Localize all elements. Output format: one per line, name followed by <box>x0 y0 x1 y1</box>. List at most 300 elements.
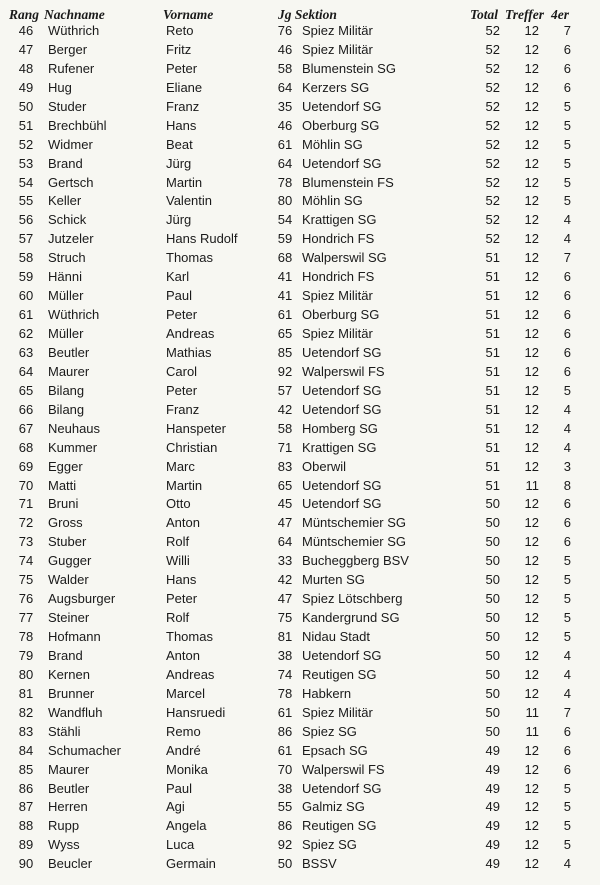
section-cell: Nidau Stadt <box>302 629 370 644</box>
firstname-cell: Christian <box>166 439 218 455</box>
year-cell: 76 <box>277 23 293 38</box>
hits-cell: 12 <box>524 799 539 815</box>
rank-cell: 80 <box>18 666 34 682</box>
fours-cell: 4 <box>563 420 571 436</box>
firstname-cell: Jürg <box>166 155 192 171</box>
total-cell: 50 <box>485 515 500 531</box>
hits-cell: 12 <box>524 780 539 796</box>
rank-cell: 52 <box>18 136 34 152</box>
year-cell: 46 <box>277 41 293 57</box>
results-table <box>0 22 600 874</box>
year-cell: 46 <box>277 117 293 133</box>
fours-cell: 6 <box>563 363 571 379</box>
total-cell: 49 <box>485 818 500 834</box>
surname-cell: Egger <box>48 458 83 474</box>
fours-cell: 6 <box>563 288 571 304</box>
fours-cell: 5 <box>563 591 571 607</box>
firstname-cell: Mathias <box>166 344 212 360</box>
table-row <box>0 514 600 533</box>
firstname-cell: Peter <box>166 382 198 398</box>
hits-cell: 12 <box>524 79 539 95</box>
year-cell: 61 <box>277 307 293 323</box>
section-cell: Uetendorf SG <box>302 647 382 663</box>
surname-cell: Augsburger <box>48 591 116 607</box>
table-row <box>0 855 600 874</box>
table-row <box>0 249 600 268</box>
total-cell: 52 <box>485 60 500 76</box>
total-cell: 51 <box>485 269 500 285</box>
section-cell: Spiez Militär <box>302 704 373 720</box>
hits-cell: 12 <box>524 231 539 247</box>
surname-cell: Wyss <box>48 837 80 853</box>
table-row <box>0 571 600 590</box>
fours-cell: 4 <box>563 856 571 872</box>
total-cell: 49 <box>485 761 500 777</box>
section-cell: Uetendorf SG <box>302 780 382 796</box>
year-cell: 70 <box>277 761 293 777</box>
hits-cell: 12 <box>524 41 539 57</box>
rank-cell: 64 <box>18 363 34 379</box>
rank-cell: 81 <box>18 685 34 701</box>
header-nachname: Nachname <box>44 7 105 22</box>
hits-cell: 12 <box>524 307 539 323</box>
year-cell: 45 <box>277 496 293 512</box>
table-row <box>0 22 600 41</box>
fours-cell: 5 <box>563 572 571 588</box>
fours-cell: 5 <box>563 818 571 834</box>
fours-cell: 6 <box>563 344 571 360</box>
surname-cell: Steiner <box>48 610 90 626</box>
surname-cell: Gertsch <box>48 174 94 190</box>
surname-cell: Gross <box>48 515 83 531</box>
rank-cell: 78 <box>18 629 34 644</box>
fours-cell: 5 <box>563 155 571 171</box>
rank-cell: 54 <box>18 174 34 190</box>
fours-cell: 5 <box>563 117 571 133</box>
year-cell: 86 <box>277 723 293 739</box>
section-cell: Oberburg SG <box>302 117 380 133</box>
fours-cell: 4 <box>563 401 571 417</box>
firstname-cell: Paul <box>166 780 193 796</box>
rank-cell: 58 <box>18 250 34 266</box>
section-cell: Murten SG <box>302 572 365 588</box>
hits-cell: 12 <box>524 818 539 834</box>
rank-cell: 59 <box>18 269 34 285</box>
total-cell: 50 <box>485 496 500 512</box>
table-row <box>0 647 600 666</box>
rank-cell: 67 <box>18 420 34 436</box>
header-treffer: Treffer <box>505 7 544 22</box>
hits-cell: 12 <box>524 117 539 133</box>
firstname-cell: Martin <box>166 477 203 493</box>
section-cell: Spiez Militär <box>302 23 373 38</box>
year-cell: 64 <box>277 534 293 550</box>
surname-cell: Studer <box>48 98 87 114</box>
fours-cell: 5 <box>563 780 571 796</box>
hits-cell: 12 <box>524 363 539 379</box>
section-cell: Hondrich FS <box>302 269 375 285</box>
surname-cell: Struch <box>48 250 86 266</box>
fours-cell: 5 <box>563 382 571 398</box>
total-cell: 51 <box>485 326 500 341</box>
total-cell: 51 <box>485 477 500 493</box>
section-cell: Hondrich FS <box>302 231 375 247</box>
total-cell: 52 <box>485 231 500 247</box>
section-cell: Walperswil FS <box>302 363 385 379</box>
table-row <box>0 817 600 836</box>
hits-cell: 12 <box>524 458 539 474</box>
fours-cell: 6 <box>563 60 571 76</box>
surname-cell: Maurer <box>48 363 90 379</box>
section-cell: Blumenstein FS <box>302 174 394 190</box>
year-cell: 35 <box>277 98 293 114</box>
rank-cell: 75 <box>18 572 34 588</box>
total-cell: 49 <box>485 799 500 815</box>
surname-cell: Kernen <box>48 666 90 682</box>
section-cell: Uetendorf SG <box>302 98 382 114</box>
total-cell: 50 <box>485 591 500 607</box>
surname-cell: Kummer <box>48 439 98 455</box>
year-cell: 83 <box>277 458 293 474</box>
header-4er: 4er <box>551 7 569 22</box>
table-row <box>0 382 600 401</box>
hits-cell: 12 <box>524 666 539 682</box>
hits-cell: 12 <box>524 136 539 152</box>
fours-cell: 6 <box>563 496 571 512</box>
table-row <box>0 287 600 306</box>
table-row <box>0 268 600 287</box>
year-cell: 41 <box>277 269 293 285</box>
section-cell: Spiez Militär <box>302 326 373 341</box>
surname-cell: Müller <box>48 326 84 341</box>
hits-cell: 12 <box>524 856 539 872</box>
hits-cell: 12 <box>524 439 539 455</box>
hits-cell: 12 <box>524 155 539 171</box>
fours-cell: 5 <box>563 98 571 114</box>
year-cell: 59 <box>277 231 293 247</box>
total-cell: 51 <box>485 307 500 323</box>
year-cell: 41 <box>277 288 293 304</box>
rank-cell: 69 <box>18 458 34 474</box>
table-row <box>0 609 600 628</box>
fours-cell: 3 <box>563 458 571 474</box>
header-vorname: Vorname <box>163 7 214 22</box>
table-row <box>0 533 600 552</box>
firstname-cell: Peter <box>166 307 198 323</box>
hits-cell: 12 <box>524 837 539 853</box>
fours-cell: 5 <box>563 174 571 190</box>
firstname-cell: Beat <box>166 136 193 152</box>
surname-cell: Neuhaus <box>48 420 101 436</box>
year-cell: 38 <box>277 780 293 796</box>
section-cell: Reutigen SG <box>302 818 377 834</box>
surname-cell: Hofmann <box>48 629 101 644</box>
hits-cell: 12 <box>524 382 539 398</box>
surname-cell: Wüthrich <box>48 307 100 323</box>
header-jg-sektion: Jg Sektion <box>278 7 337 22</box>
total-cell: 52 <box>485 193 500 209</box>
table-row <box>0 742 600 761</box>
fours-cell: 6 <box>563 534 571 550</box>
total-cell: 51 <box>485 288 500 304</box>
firstname-cell: Carol <box>166 363 198 379</box>
rank-cell: 56 <box>18 212 34 228</box>
table-row <box>0 155 600 174</box>
rank-cell: 60 <box>18 288 34 304</box>
fours-cell: 6 <box>563 723 571 739</box>
surname-cell: Maurer <box>48 761 90 777</box>
hits-cell: 12 <box>524 212 539 228</box>
rank-cell: 74 <box>18 553 34 569</box>
surname-cell: Brunner <box>48 685 95 701</box>
total-cell: 49 <box>485 837 500 853</box>
year-cell: 50 <box>277 856 293 872</box>
year-cell: 78 <box>277 685 293 701</box>
surname-cell: Berger <box>48 41 88 57</box>
fours-cell: 6 <box>563 307 571 323</box>
firstname-cell: Paul <box>166 288 193 304</box>
table-row <box>0 761 600 780</box>
hits-cell: 12 <box>524 534 539 550</box>
firstname-cell: André <box>166 742 201 758</box>
firstname-cell: Franz <box>166 401 200 417</box>
section-cell: Spiez Militär <box>302 41 373 57</box>
year-cell: 81 <box>277 629 293 644</box>
section-cell: Epsach SG <box>302 742 368 758</box>
section-cell: Spiez SG <box>302 723 357 739</box>
section-cell: BSSV <box>302 856 337 872</box>
surname-cell: Stähli <box>48 723 81 739</box>
section-cell: Oberburg SG <box>302 307 380 323</box>
hits-cell: 12 <box>524 326 539 341</box>
section-cell: Uetendorf SG <box>302 477 382 493</box>
firstname-cell: Luca <box>166 837 195 853</box>
surname-cell: Beutler <box>48 344 90 360</box>
section-cell: Spiez Lötschberg <box>302 591 403 607</box>
header-rang: Rang <box>9 7 40 22</box>
fours-cell: 7 <box>563 23 571 38</box>
year-cell: 80 <box>277 193 293 209</box>
firstname-cell: Anton <box>166 647 200 663</box>
firstname-cell: Hansruedi <box>166 704 226 720</box>
firstname-cell: Marc <box>166 458 195 474</box>
table-row <box>0 98 600 117</box>
total-cell: 52 <box>485 155 500 171</box>
total-cell: 50 <box>485 572 500 588</box>
fours-cell: 6 <box>563 41 571 57</box>
total-cell: 52 <box>485 117 500 133</box>
surname-cell: Brand <box>48 155 83 171</box>
surname-cell: Wüthrich <box>48 23 100 38</box>
fours-cell: 5 <box>563 610 571 626</box>
surname-cell: Beutler <box>48 780 90 796</box>
surname-cell: Wandfluh <box>48 704 103 720</box>
section-cell: Spiez SG <box>302 837 357 853</box>
section-cell: Blumenstein SG <box>302 60 396 76</box>
hits-cell: 12 <box>524 496 539 512</box>
total-cell: 51 <box>485 382 500 398</box>
firstname-cell: Willi <box>166 553 190 569</box>
section-cell: Bucheggberg BSV <box>302 553 409 569</box>
fours-cell: 5 <box>563 629 571 644</box>
fours-cell: 8 <box>563 477 571 493</box>
hits-cell: 12 <box>524 553 539 569</box>
hits-cell: 12 <box>524 572 539 588</box>
table-row <box>0 60 600 79</box>
firstname-cell: Andreas <box>166 666 215 682</box>
year-cell: 47 <box>277 515 293 531</box>
hits-cell: 12 <box>524 60 539 76</box>
rank-cell: 87 <box>18 799 34 815</box>
table-row <box>0 704 600 723</box>
rank-cell: 83 <box>18 723 34 739</box>
table-row <box>0 306 600 325</box>
hits-cell: 12 <box>524 647 539 663</box>
rank-cell: 63 <box>18 344 34 360</box>
rank-cell: 88 <box>18 818 34 834</box>
surname-cell: Brand <box>48 647 83 663</box>
total-cell: 51 <box>485 344 500 360</box>
table-row <box>0 628 600 647</box>
section-cell: Reutigen SG <box>302 666 377 682</box>
firstname-cell: Hans Rudolf <box>166 231 238 247</box>
section-cell: Oberwil <box>302 458 347 474</box>
rank-cell: 66 <box>18 401 34 417</box>
total-cell: 52 <box>485 23 500 38</box>
total-cell: 50 <box>485 534 500 550</box>
total-cell: 52 <box>485 212 500 228</box>
firstname-cell: Monika <box>166 761 208 777</box>
year-cell: 42 <box>277 401 293 417</box>
rank-cell: 61 <box>18 307 34 323</box>
year-cell: 61 <box>277 704 293 720</box>
rank-cell: 71 <box>18 496 34 512</box>
hits-cell: 12 <box>524 193 539 209</box>
firstname-cell: Karl <box>166 269 190 285</box>
rank-cell: 53 <box>18 155 34 171</box>
fours-cell: 6 <box>563 515 571 531</box>
rank-cell: 65 <box>18 382 34 398</box>
table-row <box>0 211 600 230</box>
table-row <box>0 798 600 817</box>
firstname-cell: Peter <box>166 591 198 607</box>
fours-cell: 5 <box>563 799 571 815</box>
firstname-cell: Hanspeter <box>166 420 226 436</box>
total-cell: 50 <box>485 723 500 739</box>
year-cell: 68 <box>277 250 293 266</box>
hits-cell: 12 <box>524 515 539 531</box>
rank-cell: 47 <box>18 41 34 57</box>
rank-cell: 90 <box>18 856 34 872</box>
hits-cell: 12 <box>524 344 539 360</box>
table-row <box>0 325 600 344</box>
surname-cell: Widmer <box>48 136 93 152</box>
total-cell: 52 <box>485 136 500 152</box>
year-cell: 64 <box>277 79 293 95</box>
year-cell: 47 <box>277 591 293 607</box>
rank-cell: 70 <box>18 477 34 493</box>
year-cell: 64 <box>277 155 293 171</box>
total-cell: 50 <box>485 647 500 663</box>
section-cell: Habkern <box>302 685 352 701</box>
firstname-cell: Remo <box>166 723 201 739</box>
rank-cell: 85 <box>18 761 34 777</box>
total-cell: 50 <box>485 553 500 569</box>
rank-cell: 82 <box>18 704 34 720</box>
hits-cell: 12 <box>524 610 539 626</box>
section-cell: Kerzers SG <box>302 79 370 95</box>
firstname-cell: Hans <box>166 572 197 588</box>
fours-cell: 4 <box>563 231 571 247</box>
total-cell: 52 <box>485 41 500 57</box>
hits-cell: 12 <box>524 629 539 644</box>
section-cell: Uetendorf SG <box>302 401 382 417</box>
year-cell: 75 <box>277 610 293 626</box>
table-row <box>0 780 600 799</box>
section-cell: Uetendorf SG <box>302 155 382 171</box>
rank-cell: 84 <box>18 742 34 758</box>
table-row <box>0 590 600 609</box>
fours-cell: 6 <box>563 79 571 95</box>
hits-cell: 11 <box>525 723 539 739</box>
surname-cell: Beucler <box>48 856 93 872</box>
fours-cell: 5 <box>563 193 571 209</box>
table-row <box>0 174 600 193</box>
surname-cell: Bruni <box>48 496 79 512</box>
firstname-cell: Reto <box>166 23 194 38</box>
rank-cell: 89 <box>18 837 34 853</box>
firstname-cell: Peter <box>166 60 198 76</box>
header-total: Total <box>470 7 499 22</box>
rank-cell: 76 <box>18 591 34 607</box>
total-cell: 51 <box>485 439 500 455</box>
firstname-cell: Germain <box>166 856 216 872</box>
section-cell: Walperswil FS <box>302 761 385 777</box>
fours-cell: 6 <box>563 742 571 758</box>
table-row <box>0 836 600 855</box>
section-cell: Möhlin SG <box>302 136 363 152</box>
hits-cell: 11 <box>525 477 539 493</box>
total-cell: 52 <box>485 79 500 95</box>
total-cell: 51 <box>485 363 500 379</box>
surname-cell: Rufener <box>48 60 95 76</box>
surname-cell: Keller <box>48 193 82 209</box>
table-row <box>0 439 600 458</box>
hits-cell: 12 <box>524 250 539 266</box>
fours-cell: 4 <box>563 439 571 455</box>
firstname-cell: Otto <box>166 496 191 512</box>
firstname-cell: Rolf <box>166 534 190 550</box>
table-row <box>0 192 600 211</box>
firstname-cell: Eliane <box>166 79 203 95</box>
rank-cell: 55 <box>18 193 34 209</box>
total-cell: 51 <box>485 401 500 417</box>
total-cell: 52 <box>485 174 500 190</box>
hits-cell: 12 <box>524 269 539 285</box>
firstname-cell: Fritz <box>166 41 192 57</box>
year-cell: 86 <box>277 818 293 834</box>
surname-cell: Stuber <box>48 534 87 550</box>
firstname-cell: Hans <box>166 117 197 133</box>
fours-cell: 7 <box>563 250 571 266</box>
surname-cell: Hänni <box>48 269 82 285</box>
total-cell: 51 <box>485 458 500 474</box>
rank-cell: 73 <box>18 534 34 550</box>
fours-cell: 5 <box>563 837 571 853</box>
year-cell: 55 <box>277 799 293 815</box>
fours-cell: 6 <box>563 326 571 341</box>
year-cell: 61 <box>277 136 293 152</box>
